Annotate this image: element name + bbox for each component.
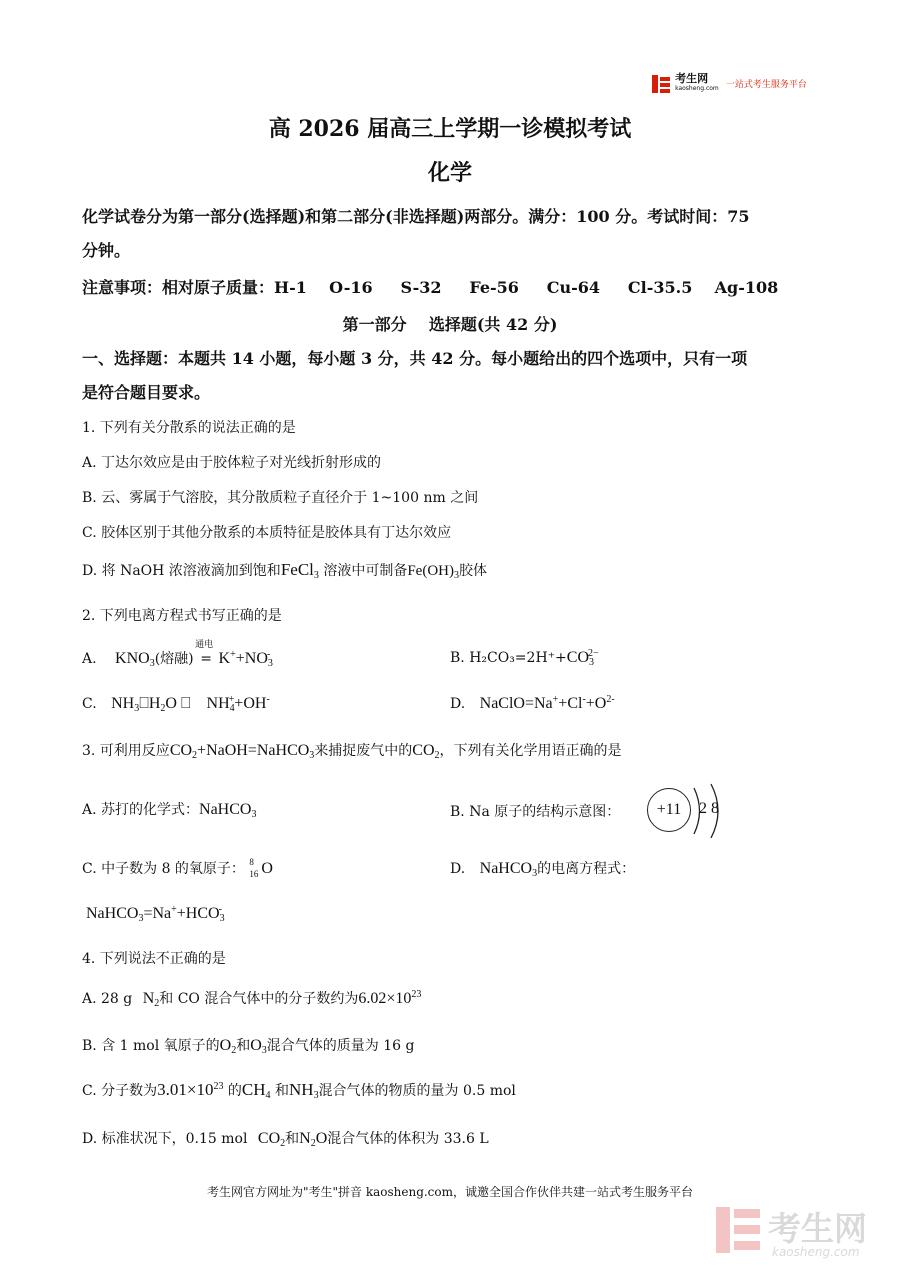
q1-option-c: C. 胶体区别于其他分散系的本质特征是胶体具有丁达尔效应 — [82, 525, 452, 541]
q1-stem: 1. 下列有关分散系的说法正确的是 — [82, 420, 296, 436]
logo-url: kaosheng.com — [675, 84, 719, 92]
q3-option-c: C. 中子数为 8 的氧原子： 8 16 O — [82, 857, 273, 879]
q1-option-b: B. 云、雾属于气溶胶，其分散质粒子直径介于 1~100 nm 之间 — [82, 490, 479, 506]
q4-option-c: C. 分子数为$3.01\times 10^{23}$ 的$CH_4$ 和$NH_3$混合气体的物质的量为 0.5 mol — [82, 1080, 516, 1101]
watermark — [716, 1203, 886, 1261]
subject-title: 化学 — [427, 160, 472, 186]
atom-nucleus: +11 — [647, 788, 691, 832]
notice: 注意事项：相对原子质量：H-1 O-16 S-32 Fe-56 Cu-64 Cl-35.5 Ag-108 — [82, 278, 779, 297]
part1-title: 第一部分 选择题(共 42 分) — [342, 315, 558, 334]
q3-option-d: D. NaHCO$_3$的电离方程式： — [450, 860, 636, 879]
section-line1: 一、选择题：本题共 14 小题，每小题 3 分，共 42 分。每小题给出的四个选项中，只有一项 — [82, 349, 748, 368]
q4-stem: 4. 下列说法不正确的是 — [82, 951, 226, 967]
watermark-logo-icon — [716, 1207, 762, 1253]
q3-option-b: B. Na 原子的结构示意图： — [450, 804, 621, 820]
q2-stem: 2. 下列电离方程式书写正确的是 — [82, 608, 282, 624]
q2-option-c: C. $NH_3⎕H_2O$ ⎕ $NH_4^++OH^-$ — [82, 694, 270, 714]
q3-stem: 3. 可利用反应$CO_2+NaOH=NaHCO_3$来捕捉废气中的$CO_2$，下列有关化学用语正确的是 — [82, 742, 622, 761]
logo-tagline: 一站式考生服务平台 — [725, 80, 807, 90]
q4-option-d: D. 标准状况下，0.15 mol $CO_2$和$N_2O$混合气体的体积为 33.6 L — [82, 1130, 489, 1149]
intro-line2: 分钟。 — [82, 241, 131, 260]
q1-option-a: A. 丁达尔效应是由于胶体粒子对光线折射形成的 — [82, 455, 382, 471]
q3-option-d-equation: $NaHCO_3=Na^++HCO_3^-$ — [86, 904, 225, 924]
intro-line1: 化学试卷分为第一部分(选择题)和第二部分(非选择题)两部分。满分：100 分。考试时间：75 — [82, 207, 750, 226]
na-atom-diagram — [645, 782, 735, 840]
header-logo — [652, 73, 807, 95]
atom-shells: 2 8 — [699, 800, 719, 817]
q4-option-a: A. 28 g $N_2$和 CO 混合气体中的分子数约为$6.02\times 10^{23}$ — [82, 989, 422, 1009]
q2-option-a: A. $KNO_3$(熔融) 通电 = $K^++NO_3^-$ — [82, 640, 273, 669]
exam-title: 高 2026 届高三上学期一诊模拟考试 — [268, 116, 632, 142]
footer-text: 考生网官方网址为"考生"拼音 kaosheng.com，诚邀全国合作伙伴共建一站式考生服务平台 — [206, 1185, 694, 1199]
kaosheng-logo-icon — [652, 75, 670, 93]
section-line2: 是符合题目要求。 — [82, 383, 211, 402]
q1-option-d: D. 将 NaOH 浓溶液滴加到饱和FeCl$_3$ 溶液中可制备$Fe(OH)_3$胶体 — [82, 560, 487, 581]
watermark-url: kaosheng.com — [772, 1245, 860, 1259]
q4-option-b: B. 含 1 mol 氧原子的$O_2$和$O_3$混合气体的质量为 16 g — [82, 1037, 415, 1056]
q2-option-d: D. $NaClO=Na^++Cl^-+O^{2-}$ — [450, 694, 615, 712]
q2-option-b: B. $H_2CO_3=2H^++CO_3^{2-}$ — [450, 648, 599, 668]
q3-option-a: A. 苏打的化学式：NaHCO$_3$ — [82, 801, 257, 820]
logo-name: 考生网 — [675, 71, 709, 85]
watermark-text: 考生网 — [768, 1209, 867, 1248]
